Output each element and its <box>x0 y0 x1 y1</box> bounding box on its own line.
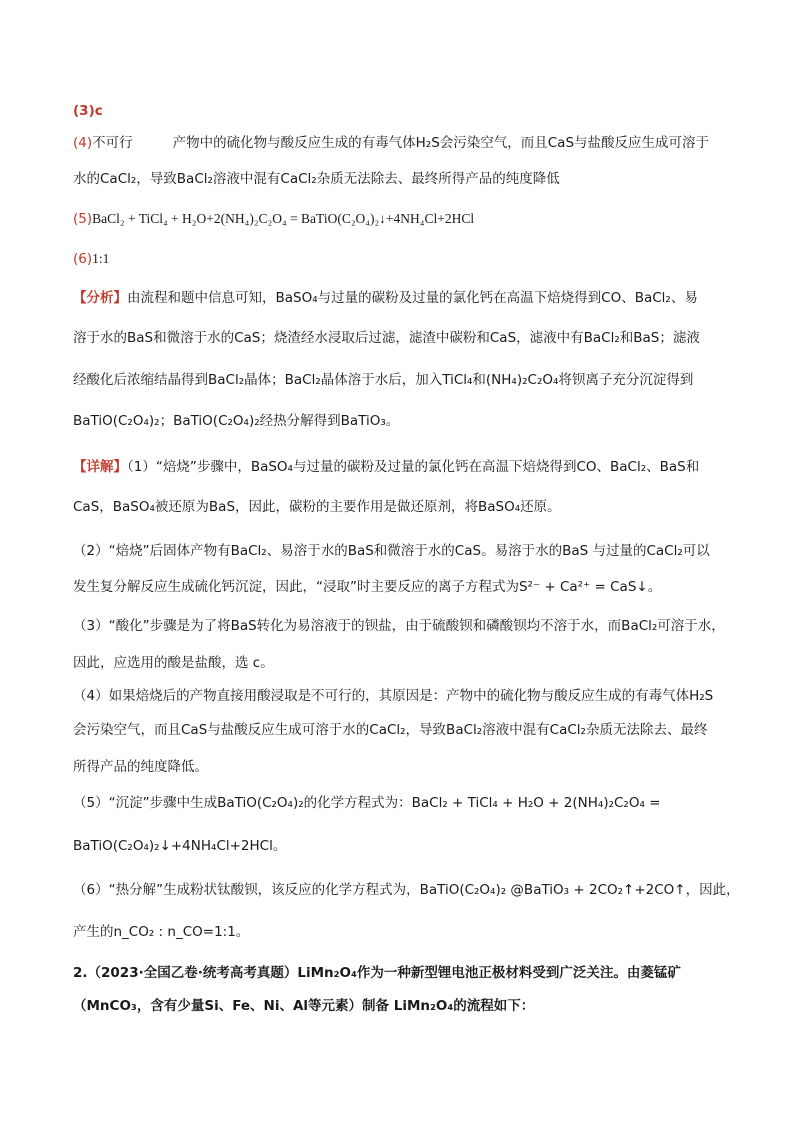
analysis-line-3 <box>73 370 693 390</box>
detail-text: （6）“热分解”生成粉状钛酸钡，该反应的化学方程式为，BaTiO(C₂O₄)₂ @BaTiO₃ + 2CO₂↑+2CO↑，因此， <box>73 882 740 898</box>
detail-p2-line-2 <box>73 577 661 597</box>
detail-text: 发生复分解反应生成硫化钙沉淀，因此，“浸取”时主要反应的离子方程式为S²⁻ + Ca²⁺ = CaS↓。 <box>73 579 662 595</box>
detail-p4-line-2 <box>73 720 707 740</box>
detail-text: 因此，应选用的酸是盐酸，选 c。 <box>73 655 274 671</box>
answer-number: (6) <box>73 251 93 267</box>
answer-number: (4) <box>73 135 93 151</box>
analysis-line-2 <box>73 328 700 348</box>
detail-text: 产生的n_CO₂ : n_CO=1:1。 <box>73 924 250 940</box>
detail-text: （1）“焙烧”步骤中，BaSO₄与过量的碳粉及过量的氯化钙在高温下焙烧得到CO、BaCl₂、BaS和 <box>127 459 700 475</box>
detail-p3-line-1 <box>73 616 725 636</box>
detail-p6-line-1 <box>73 880 740 900</box>
question-2-line-1 <box>73 963 681 983</box>
answer-equation: BaCl₂ + TiCl₄ + H₂O+2(NH₄)₂C₂O₄ = BaTiO(C₂O₄)₂↓+4NH₄Cl+2HCl <box>92 211 475 226</box>
detail-line-1 <box>73 457 699 477</box>
detail-text: BaTiO(C₂O₄)₂↓+4NH₄Cl+2HCl。 <box>73 838 287 854</box>
detail-p5-line-1 <box>73 793 660 813</box>
detail-p4-line-3 <box>73 757 208 777</box>
detail-p5-line-2 <box>73 836 286 856</box>
answer-4-continued <box>73 169 560 189</box>
question-2-line-2 <box>73 996 534 1016</box>
analysis-tag: 【分析】 <box>73 290 127 306</box>
detail-text: （4）如果焙烧后的产物直接用酸浸取是不可行的，其原因是：产物中的硫化物与酸反应生成的有毒气体H₂S <box>73 688 714 704</box>
detail-line-2 <box>73 497 561 517</box>
answer-3 <box>73 101 103 121</box>
detail-p3-line-2 <box>73 653 274 673</box>
answer-5 <box>73 209 474 229</box>
analysis-text: 由流程和题中信息可知，BaSO₄与过量的碳粉及过量的氯化钙在高温下焙烧得到CO、BaCl₂、易 <box>127 290 698 306</box>
answer-text: 1:1 <box>92 251 110 266</box>
detail-tag: 【详解】 <box>73 459 127 475</box>
answer-number: (5) <box>73 211 93 227</box>
answer-text: c <box>94 103 103 119</box>
detail-text: 会污染空气，而且CaS与盐酸反应生成可溶于水的CaCl₂，导致BaCl₂溶液中混有CaCl₂杂质无法除去、最终 <box>73 722 708 738</box>
answer-text: 水的CaCl₂，导致BaCl₂溶液中混有CaCl₂杂质无法除去、最终所得产品的纯度降低 <box>73 171 560 187</box>
answer-4 <box>73 133 709 153</box>
detail-p4-line-1 <box>73 686 713 706</box>
answer-6 <box>73 249 109 269</box>
detail-p2-line-1 <box>73 541 710 561</box>
analysis-text: 溶于水的BaS和微溶于水的CaS；烧渣经水浸取后过滤，滤渣中碳粉和CaS，滤液中有BaCl₂和BaS；滤液 <box>73 330 700 346</box>
answer-label: 不可行 <box>92 135 133 151</box>
analysis-line-1 <box>73 288 698 308</box>
detail-text: （2）“焙烧”后固体产物有BaCl₂、易溶于水的BaS和微溶于水的CaS。易溶于水的BaS 与过量的CaCl₂可以 <box>73 543 710 559</box>
answer-number: (3) <box>73 103 95 119</box>
detail-text: （5）“沉淀”步骤中生成BaTiO(C₂O₄)₂的化学方程式为：BaCl₂ + TiCl₄ + H₂O + 2(NH₄)₂C₂O₄ = <box>73 795 661 811</box>
question-text: 2.（2023·全国乙卷·统考高考真题）LiMn₂O₄作为一种新型锂电池正极材料受到广泛关注。由菱锰矿 <box>73 965 681 981</box>
detail-text: CaS，BaSO₄被还原为BaS，因此，碳粉的主要作用是做还原剂，将BaSO₄还原。 <box>73 499 561 515</box>
question-text: （MnCO₃，含有少量Si、Fe、Ni、Al等元素）制备 LiMn₂O₄的流程如下： <box>73 998 535 1014</box>
analysis-text: BaTiO(C₂O₄)₂；BaTiO(C₂O₄)₂经热分解得到BaTiO₃。 <box>73 413 400 429</box>
detail-text: 所得产品的纯度降低。 <box>73 759 208 775</box>
answer-text: 产物中的硫化物与酸反应生成的有毒气体H₂S会污染空气，而且CaS与盐酸反应生成可溶于 <box>172 135 710 151</box>
detail-text: （3）“酸化”步骤是为了将BaS转化为易溶液于的钡盐，由于硫酸钡和磷酸钡均不溶于水，而BaCl₂可溶于水， <box>73 618 725 634</box>
analysis-text: 经酸化后浓缩结晶得到BaCl₂晶体；BaCl₂晶体溶于水后，加入TiCl₄和(NH₄)₂C₂O₄将钡离子充分沉淀得到 <box>73 372 694 388</box>
detail-p6-line-2 <box>73 922 249 942</box>
analysis-line-4 <box>73 411 399 431</box>
